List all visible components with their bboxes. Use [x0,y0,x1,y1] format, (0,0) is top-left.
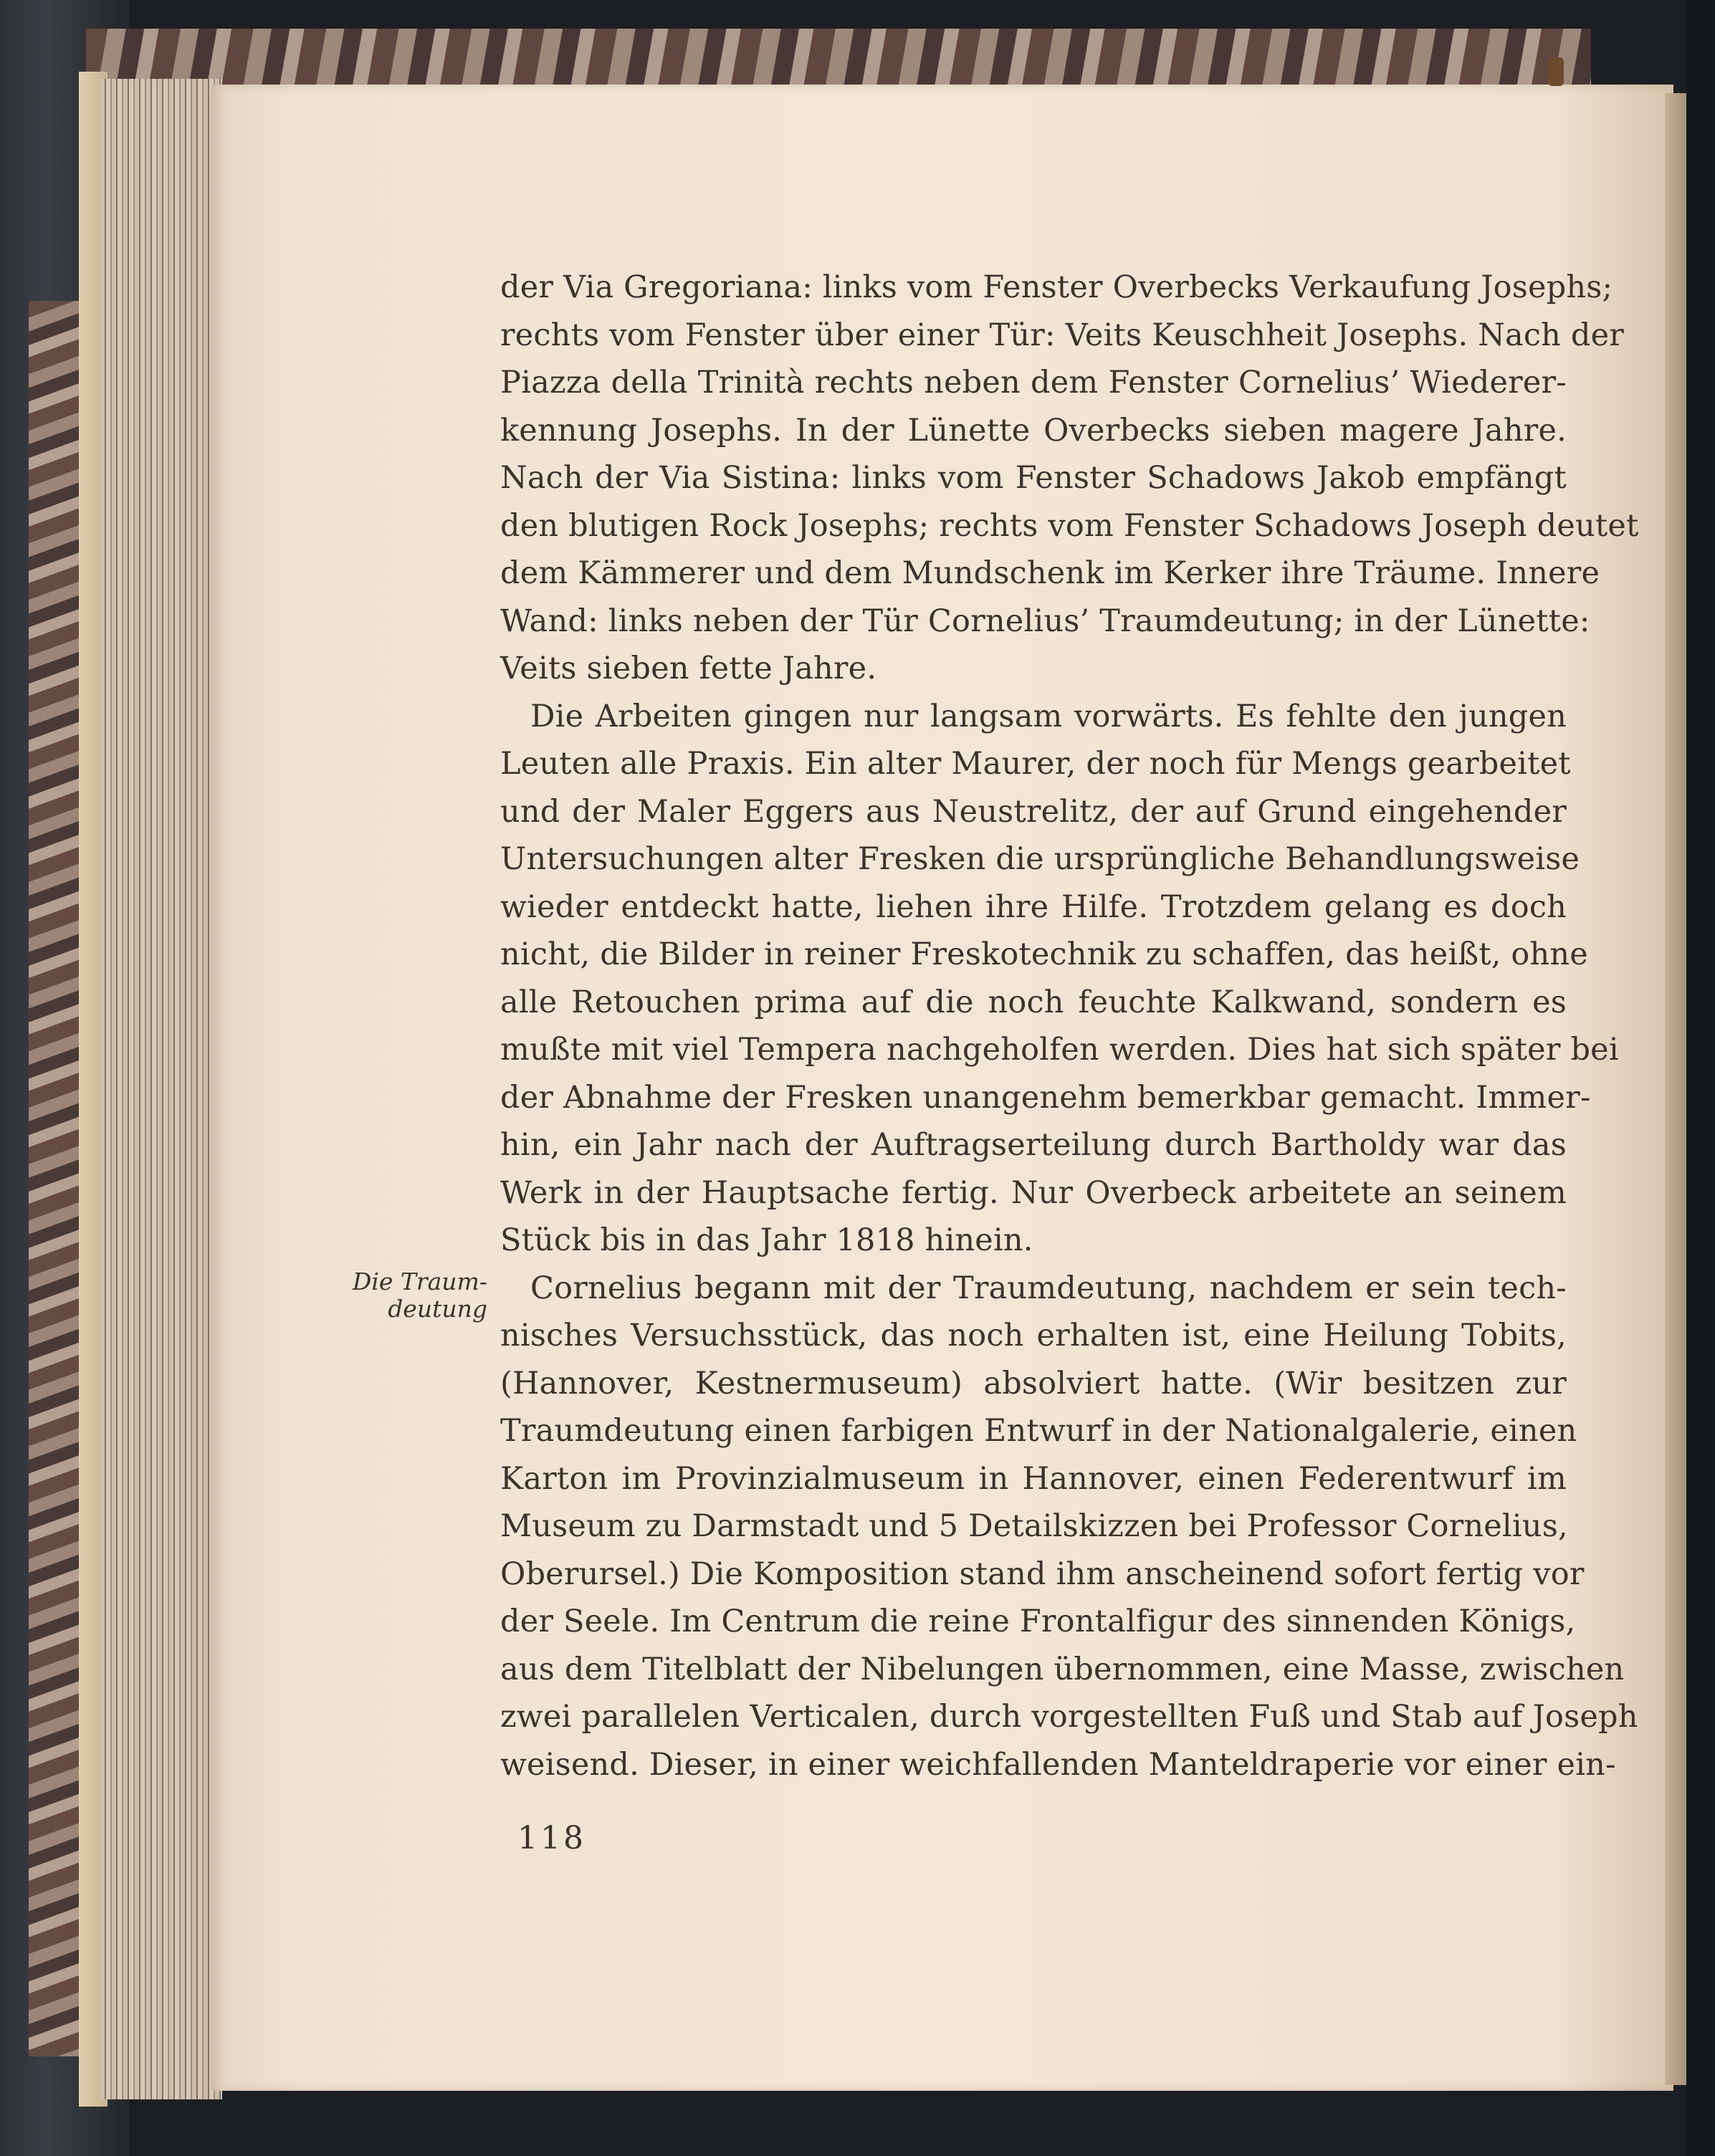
text-line: nisches Versuchsstück, das noch erhalten ist, eine Heilung Tobits, [500,1318,1567,1354]
text-line: Nach der Via Sistina: links vom Fenster Schadows Jakob empfängt [500,460,1567,496]
text-line: alle Retouchen prima auf die noch feuchte Kalkwand, sondern es [500,984,1567,1020]
body-text [500,264,1639,1788]
margin-note [315,1268,487,1323]
text-line: (Hannover, Kestnermuseum) absolviert hatte. (Wir besitzen zur [500,1365,1567,1402]
text-line: wieder entdeckt hatte, liehen ihre Hilfe. Trotzdem gelang es doch [500,888,1567,925]
margin-note-line: Die Traum- [352,1268,487,1295]
text-line: dem Kämmerer und dem Mundschenk im Kerker ihre Träume. Innere [500,555,1600,591]
text-line: Cornelius begann mit der Traumdeutung, nachdem er sein tech- [530,1270,1567,1306]
text-line: Werk in der Hauptsache fertig. Nur Overbeck arbeitete an seinem [500,1174,1567,1211]
marbled-endpaper-top [86,29,1591,93]
text-line: rechts vom Fenster über einer Tür: Veits Keuschheit Josephs. Nach der [500,317,1625,353]
text-line: Oberursel.) Die Komposition stand ihm anscheinend sofort fertig vor [500,1556,1585,1592]
text-line: Leuten alle Praxis. Ein alter Maurer, der noch für Mengs gearbeitet [500,746,1571,782]
text-line: Untersuchungen alter Fresken die ursprüngliche Behandlungsweise [500,841,1580,877]
bookmark-ribbon [1548,57,1564,86]
text-line: Wand: links neben der Tür Cornelius’ Traumdeutung; in der Lünette: [500,603,1590,639]
text-line: und der Maler Eggers aus Neustrelitz, der auf Grund eingehender [500,793,1567,830]
facing-page-edge [1665,93,1686,2085]
text-line: zwei parallelen Verticalen, durch vorgestellten Fuß und Stab auf Joseph [500,1699,1638,1735]
text-line: Traumdeutung einen farbigen Entwurf in der Nationalgalerie, einen [500,1413,1577,1449]
text-line: der Abnahme der Fresken unangenehm bemerkbar gemacht. Immer- [500,1079,1591,1116]
text-line: aus dem Titelblatt der Nibelungen übernommen, eine Masse, zwischen [500,1651,1625,1687]
text-line: der Via Gregoriana: links vom Fenster Overbecks Verkaufung Josephs; [500,269,1613,305]
background-right [1686,0,1715,2156]
page-number: 118 [517,1820,586,1856]
marbled-endpaper-left [29,301,86,2056]
page-stack-edges [100,79,222,2099]
text-line: Karton im Provinzialmuseum in Hannover, einen Federentwurf im [500,1460,1567,1497]
text-line: Piazza della Trinità rechts neben dem Fenster Cornelius’ Wiederer- [500,365,1567,401]
margin-note-line: deutung [388,1295,487,1323]
text-line: hin, ein Jahr nach der Auftragserteilung durch Bartholdy war das [500,1127,1567,1163]
text-line: nicht, die Bilder in reiner Freskotechnik zu schaffen, das heißt, ohne [500,936,1588,972]
text-line: der Seele. Im Centrum die reine Frontalfigur des sinnenden Königs, [500,1604,1576,1639]
text-line: Die Arbeiten gingen nur langsam vorwärts. Es fehlte den jungen [530,698,1567,734]
text-line: kennung Josephs. In der Lünette Overbecks sieben magere Jahre. [500,412,1567,449]
text-line: mußte mit viel Tempera nachgeholfen werden. Dies hat sich später bei [500,1032,1619,1068]
text-line: Stück bis in das Jahr 1818 hinein. [500,1222,1033,1258]
text-line: Museum zu Darmstadt und 5 Detailskizzen bei Professor Cornelius, [500,1508,1568,1544]
text-line: weisend. Dieser, in einer weichfallenden Manteldraperie vor einer ein- [500,1746,1616,1783]
text-line: den blutigen Rock Josephs; rechts vom Fenster Schadows Joseph deutet [500,507,1639,544]
text-line: Veits sieben fette Jahre. [500,651,877,686]
